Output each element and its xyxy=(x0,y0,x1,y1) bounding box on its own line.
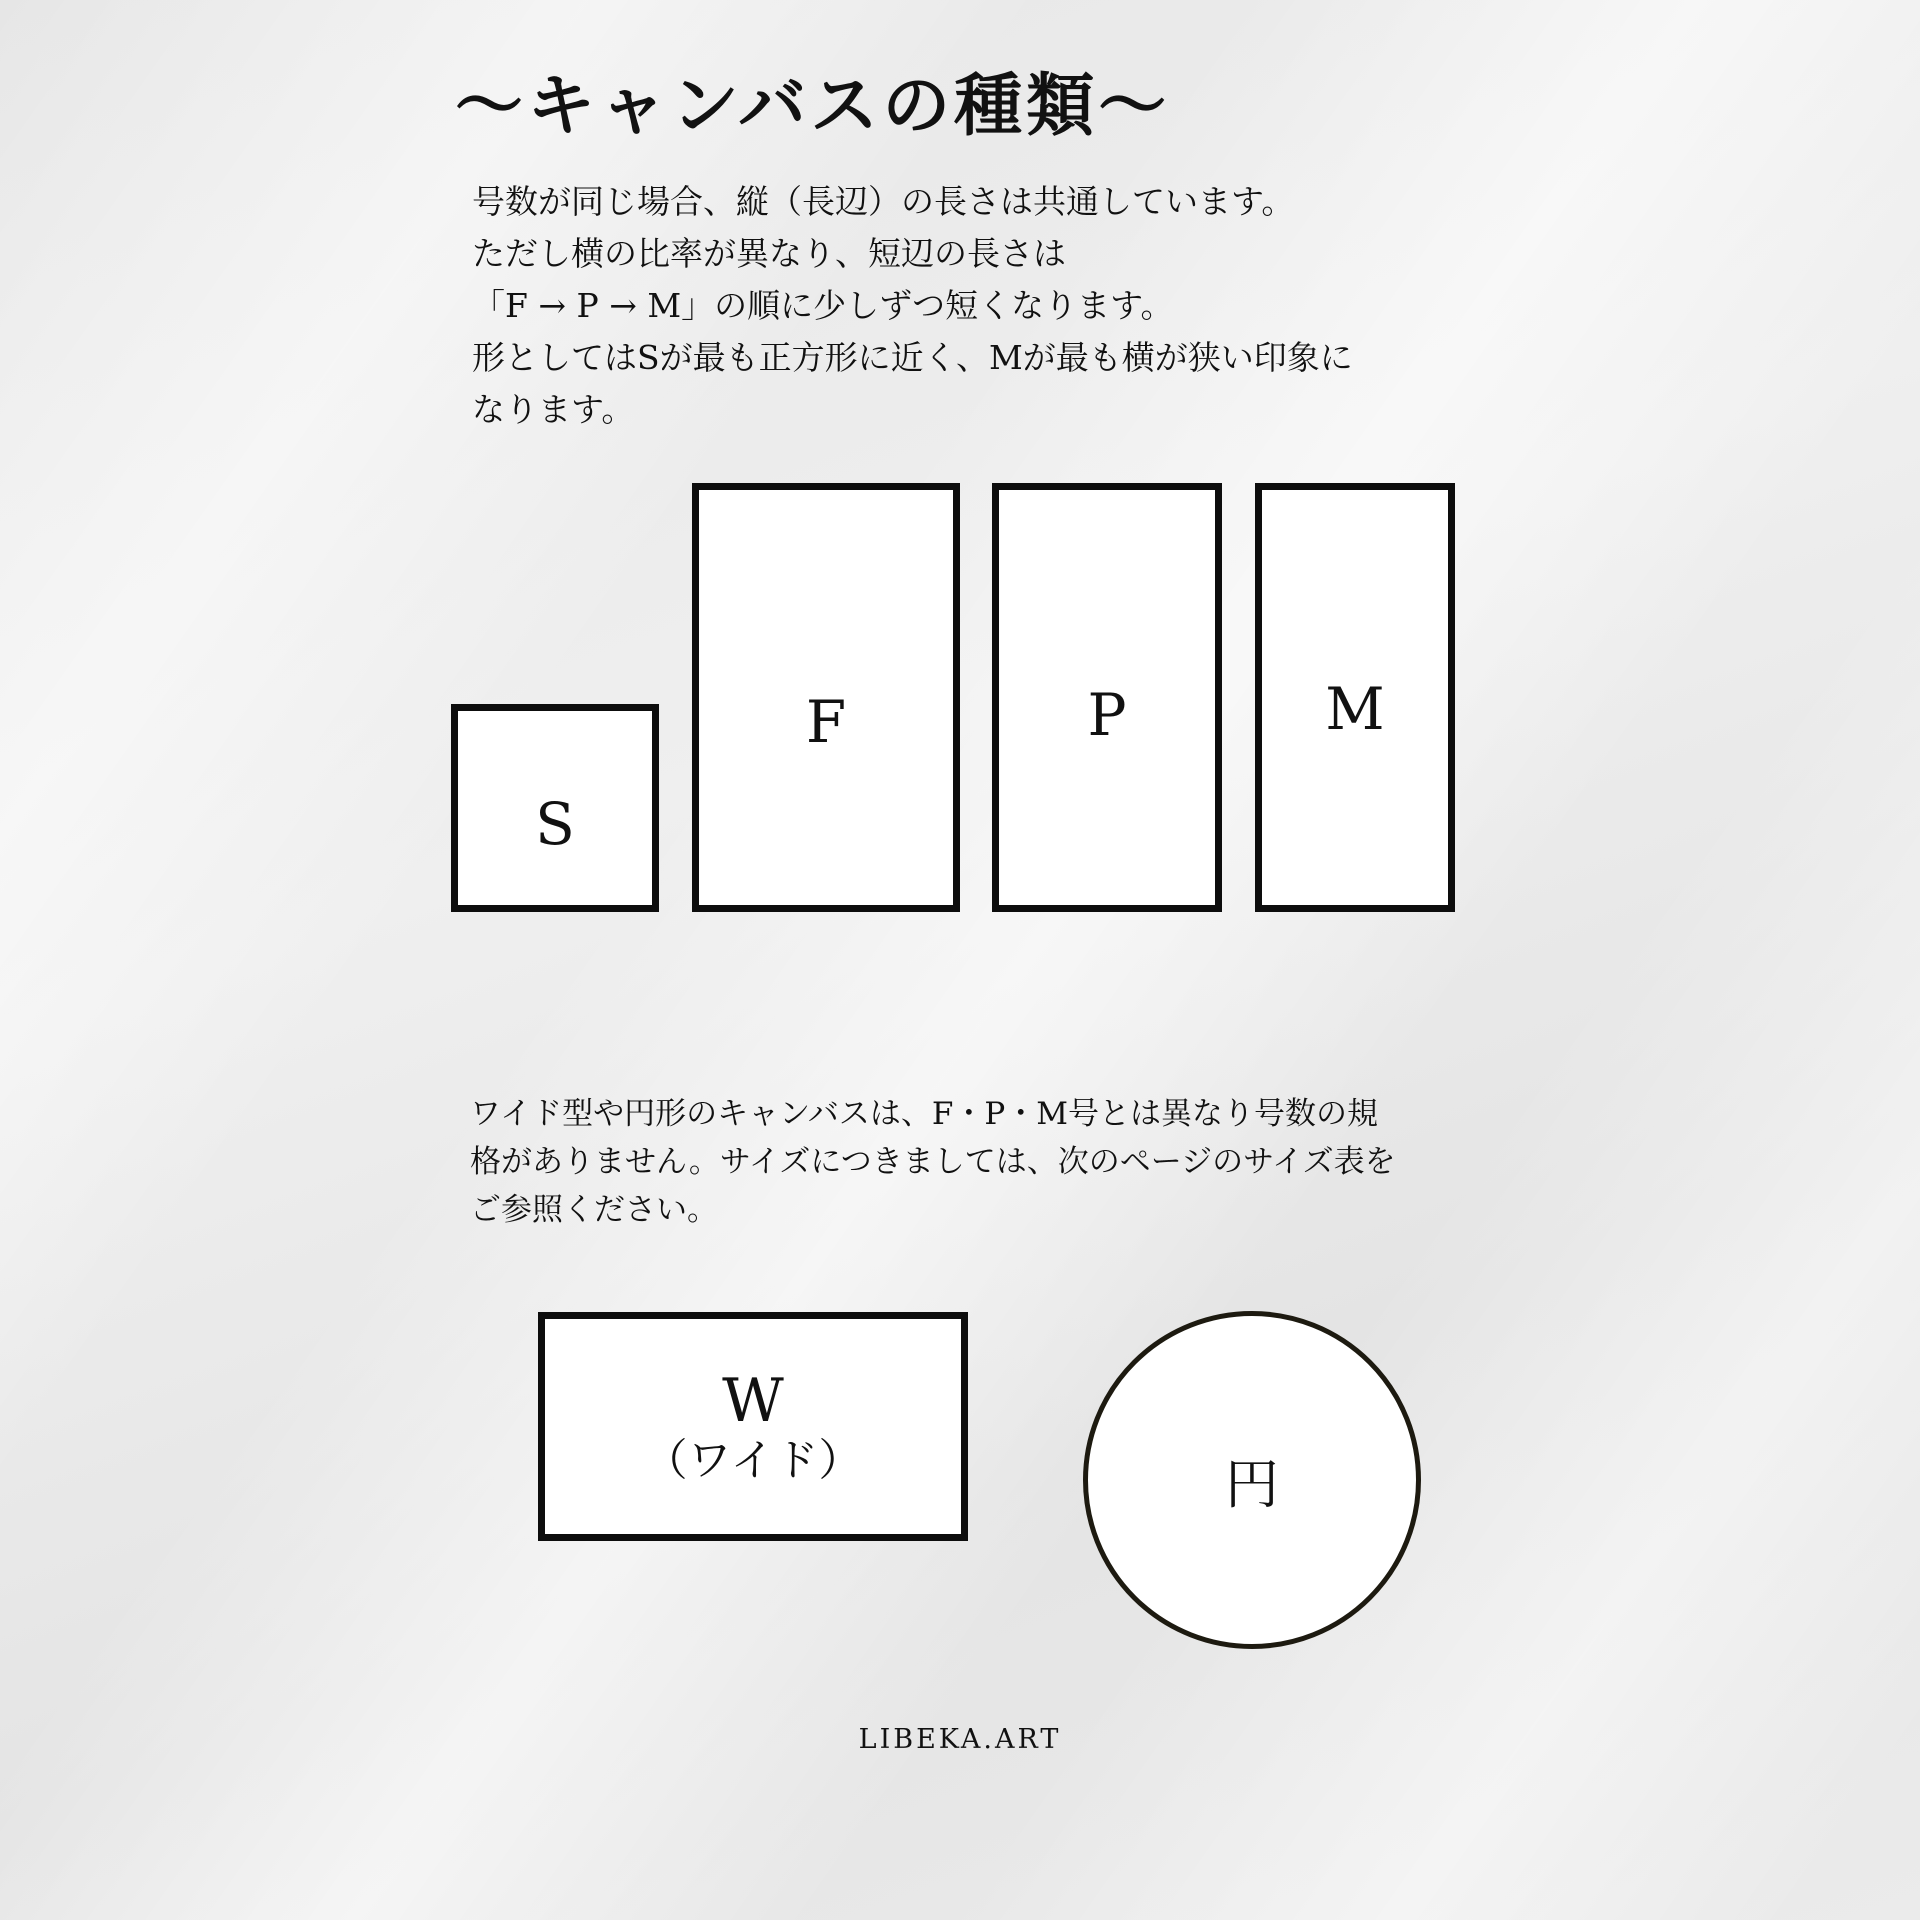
note-paragraph xyxy=(470,1090,1396,1234)
canvas-p-label: P xyxy=(1087,681,1127,749)
canvas-wide-shape xyxy=(538,1312,968,1541)
canvas-m-shape xyxy=(1255,483,1455,912)
canvas-s-shape xyxy=(451,704,659,912)
intro-line: 号数が同じ場合、縦（長辺）の長さは共通しています。 xyxy=(472,182,1295,221)
intro-paragraph xyxy=(472,176,1353,436)
intro-line: 「F → P → M」の順に少しずつ短くなります。 xyxy=(472,286,1174,325)
page-title: 〜キャンバスの種類〜 xyxy=(455,66,1171,146)
canvas-circle-shape xyxy=(1083,1311,1421,1649)
note-line: ワイド型や円形のキャンバスは、F・P・M号とは異なり号数の規 xyxy=(470,1096,1379,1132)
canvas-wide-sublabel: （ワイド） xyxy=(643,1435,863,1486)
note-line: 格がありません。サイズにつきましては、次のページのサイズ表を xyxy=(470,1144,1396,1180)
canvas-s-label: S xyxy=(535,790,575,858)
note-line: ご参照ください。 xyxy=(470,1192,718,1228)
canvas-circle-label: 円 xyxy=(1225,1453,1279,1516)
canvas-wide-label: W xyxy=(722,1366,784,1436)
intro-line: ただし横の比率が異なり、短辺の長さは xyxy=(472,234,1066,273)
intro-line: 形としてはSが最も正方形に近く、Mが最も横が狭い印象に xyxy=(472,338,1353,377)
canvas-f-label: F xyxy=(805,688,847,756)
canvas-f-shape xyxy=(692,483,960,912)
intro-line: なります。 xyxy=(472,390,635,429)
canvas-m-label: M xyxy=(1325,675,1385,743)
brand-footer: LIBEKA.ART xyxy=(858,1724,1062,1755)
canvas-p-shape xyxy=(992,483,1222,912)
